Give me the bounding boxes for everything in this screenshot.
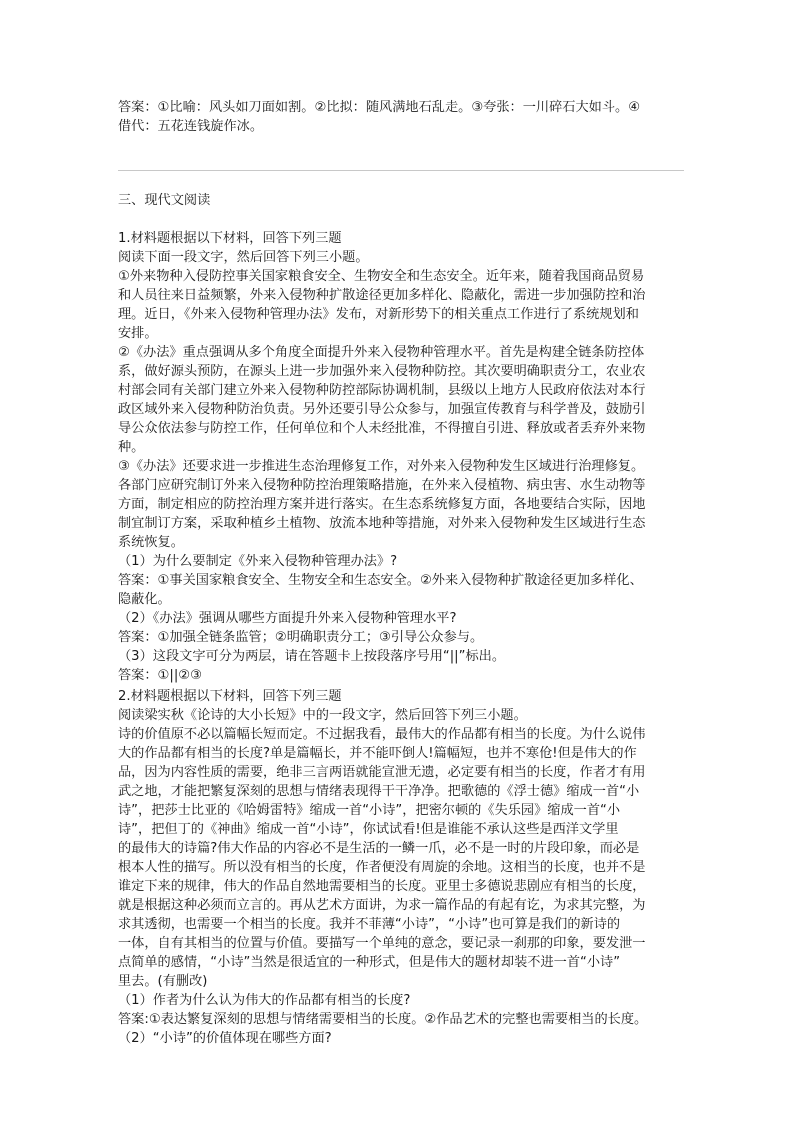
passage-line: 系，做好源头预防，在源头上进一步加强外来入侵物种防控。其次要明确职责分工，农业农	[118, 364, 646, 379]
passage-line: 各部门应研究制订外来入侵物种防控治理策略措施，在外来入侵植物、病虫害、水生动物等	[118, 478, 646, 493]
section-divider	[118, 170, 684, 171]
sub-question: （2）“小诗”的价值体现在哪些方面?	[118, 1031, 332, 1046]
answer-line: 隐蔽化。	[118, 592, 171, 607]
passage-line: 品，因为内容性质的需要，绝非三言两语就能宣泄无遗，必定要有相当的长度，作者才有用	[118, 765, 646, 780]
passage-line: ①外来物种入侵防控事关国家粮食安全、生物安全和生态安全。近年来，随着我国商品贸易	[118, 269, 645, 284]
passage-line: 根本人性的描写。所以没有相当的长度，作者便没有周旋的余地。这相当的长度，也并不是	[118, 860, 646, 875]
passage-line: 就是根据这种必须而立言的。再从艺术方面讲，为求一篇作品的有起有讫，为求其完整，为	[118, 898, 646, 913]
section-title: 三、现代文阅读	[118, 193, 211, 208]
passage-line: 大的作品都有相当的长度?单是篇幅长，并不能吓倒人!篇幅短，也并不寒伧!但是伟大的作	[118, 746, 637, 761]
passage-line: 里去。(有删改)	[118, 974, 208, 989]
answer-line: 答案:①表达繁复深刻的思想与情绪需要相当的长度。②作品艺术的完整也需要相当的长度。	[118, 1012, 648, 1027]
sub-question: （3）这段文字可分为两层，请在答题卡上按段落序号用“||”标出。	[118, 649, 506, 664]
top-answer-block	[118, 98, 685, 136]
passage-line: 求其透彻，也需要一个相当的长度。我并不菲薄“小诗”，“小诗”也可算是我们的新诗的	[118, 917, 621, 932]
answer-line: 答案：①事关国家粮食安全、生物安全和生态安全。②外来入侵物种扩散途径更加多样化、	[118, 573, 643, 588]
passage-line: 导公众依法参与防控工作，任何单位和个人未经批准，不得擅自引进、释放或者丢弃外来物	[118, 421, 646, 436]
passage-line: 一体，自有其相当的位置与价值。要描写一个单纯的意念，要记录一刹那的印象，要发泄一	[118, 936, 646, 951]
sub-question: （2）《办法》强调从哪些方面提升外来入侵物种管理水平?	[118, 611, 457, 626]
section-title-block	[118, 191, 685, 210]
passage-line: 制宜制订方案，采取种植乡土植物、放流本地种等措施，对外来入侵物种发生区域进行生态	[118, 516, 646, 531]
passage-line: 方面，制定相应的防控治理方案并进行落实。在生态系统修复方面，各地要结合实际，因地	[118, 497, 646, 512]
question-intro: 阅读下面一段文字，然后回答下列三小题。	[118, 250, 369, 265]
sub-question: （1）作者为什么认为伟大的作品都有相当的长度?	[118, 993, 411, 1008]
answer-line: 答案：①加强全链条监管；②明确职责分工；③引导公众参与。	[118, 630, 484, 645]
answer-line: 答案：①||②③	[118, 668, 202, 683]
question-2-block	[118, 687, 685, 1048]
top-answer-line: 答案：①比喻：风头如刀面如割。②比拟：随风满地石乱走。③夸张：一川碎石大如斗。④	[118, 100, 641, 115]
passage-line: 理。近日，《外来入侵物种管理办法》发布，对新形势下的相关重点工作进行了系统规划和	[118, 307, 639, 322]
passage-line: 武之地，才能把繁复深刻的思想与情绪表现得干干净净。把歌德的《浮士德》缩成一首“小	[118, 784, 640, 799]
passage-line: 点简单的感情，“小诗”当然是很适宜的一种形式，但是伟大的题材却装不进一首“小诗”	[118, 955, 621, 970]
passage-line: 谁定下来的规律，伟大的作品自然地需要相当的长度。亚里士多德说悲剧应有相当的长度，	[118, 879, 646, 894]
passage-line: 诗”，把但丁的《神曲》缩成一首“小诗”，你试试看!但是谁能不承认这些是西洋文学里	[118, 822, 619, 837]
passage-line: 村部会同有关部门建立外来入侵物种防控部际协调机制，县级以上地方人民政府依法对本行	[118, 383, 646, 398]
passage-line: 安排。	[118, 326, 158, 341]
top-answer-line: 借代：五花连钱旋作冰。	[118, 119, 264, 134]
passage-line: 和人员往来日益频繁，外来入侵物种扩散途径更加多样化、隐蔽化，需进一步加强防控和治	[118, 288, 646, 303]
question-intro: 阅读梁实秋《论诗的大小长短》中的一段文字，然后回答下列三小题。	[118, 708, 527, 723]
passage-line: ②《办法》重点强调从多个角度全面提升外来入侵物种管理水平。首先是构建全链条防控体	[118, 345, 645, 360]
passage-line: 诗”，把莎士比亚的《哈姆雷特》缩成一首“小诗”，把密尔顿的《失乐园》缩成一首“小	[118, 803, 621, 818]
question-1-block	[118, 229, 685, 685]
passage-line: 政区域外来入侵物种防治负责。另外还要引导公众参与，加强宣传教育与科学普及，鼓励引	[118, 402, 646, 417]
sub-question: （1）为什么要制定《外来入侵物种管理办法》?	[118, 554, 398, 569]
passage-line: 系统恢复。	[118, 535, 184, 550]
passage-line: 诗的价值原不必以篇幅长短而定。不过据我看，最伟大的作品都有相当的长度。为什么说伟	[118, 727, 646, 742]
passage-line: 的最伟大的诗篇?伟大作品的内容必不是生活的一鳞一爪，必不是一时的片段印象，而必是	[118, 841, 640, 856]
question-header: 2.材料题根据以下材料，回答下列三题	[118, 689, 342, 704]
passage-line: ③《办法》还要求进一步推进生态治理修复工作，对外来入侵物种发生区域进行治理修复。	[118, 459, 645, 474]
passage-line: 种。	[118, 440, 145, 455]
question-header: 1.材料题根据以下材料，回答下列三题	[118, 231, 342, 246]
